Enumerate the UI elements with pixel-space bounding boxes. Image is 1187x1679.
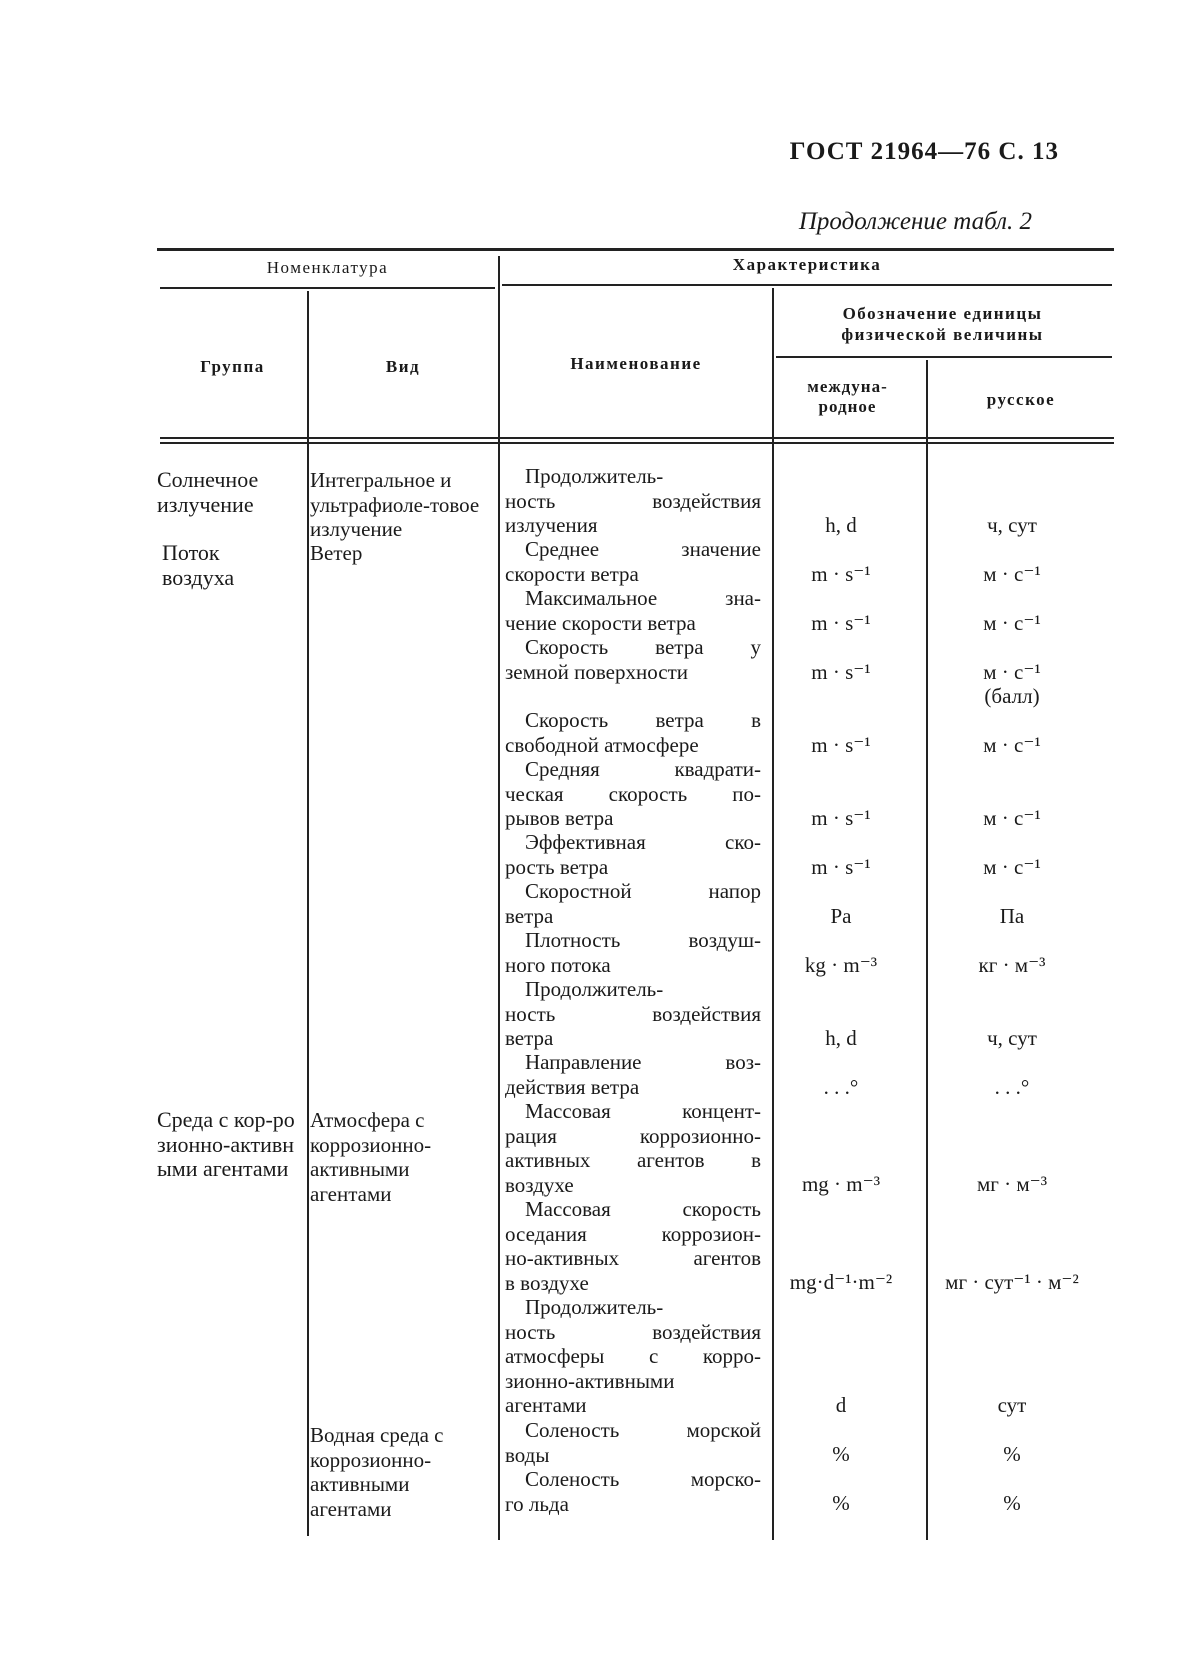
vid-wind: Ветер bbox=[310, 541, 363, 565]
table-continuation-label: Продолжение табл. 2 bbox=[798, 208, 1032, 235]
header-bottom-rule-2 bbox=[160, 442, 1114, 444]
unit-russian: % bbox=[1003, 1491, 1021, 1515]
unit-international: m · s⁻¹ bbox=[811, 562, 871, 586]
header-vid: Вид bbox=[385, 357, 421, 376]
nomenclature-underline bbox=[160, 287, 495, 289]
characteristic-name: Скоростной напор ветра bbox=[505, 879, 761, 928]
unit-international: . . .° bbox=[823, 1075, 859, 1099]
characteristic-name: Эффективная ско- рость ветра bbox=[505, 830, 761, 879]
unit-russian: м · с⁻¹ bbox=[983, 562, 1041, 586]
header-unit-designation: Обозначение единицы физической величины bbox=[841, 304, 1044, 344]
characteristic-name: Продолжитель- ность воздействия атмосферы с корро- зионно-активными агентами bbox=[505, 1295, 761, 1417]
group-corrosive-environment: Среда с кор-розионно-активными агентами bbox=[157, 1107, 295, 1181]
unit-international: Pa bbox=[830, 904, 852, 928]
unit-russian: сут bbox=[997, 1393, 1027, 1417]
page-header: ГОСТ 21964—76 С. 13 bbox=[789, 138, 1059, 165]
vid-integral-uv: Интегральное и ультрафиоле-товое излучение bbox=[310, 468, 480, 541]
column-divider-2 bbox=[498, 256, 500, 1540]
unit-international: m · s⁻¹ bbox=[811, 733, 871, 757]
unit-russian: м · с⁻¹ bbox=[983, 733, 1041, 757]
characteristic-name: Массовая концент- рация коррозионно- активных агентов в воздухе bbox=[505, 1099, 761, 1197]
header-characteristic: Характеристика bbox=[732, 255, 882, 274]
unit-international: m · s⁻¹ bbox=[811, 611, 871, 635]
unit-russian: ч, сут bbox=[987, 1026, 1037, 1050]
characteristic-name: Продолжитель- ность воздействия ветра bbox=[505, 977, 761, 1050]
characteristic-name: Направление воз- действия ветра bbox=[505, 1050, 761, 1099]
unit-russian: м · с⁻¹ bbox=[983, 855, 1041, 879]
vid-corrosive-atmosphere: Атмосфера с коррозионно-активными агентами bbox=[310, 1108, 432, 1206]
characteristic-name: Соленость морской воды bbox=[505, 1418, 761, 1467]
header-name: Наименование bbox=[570, 354, 702, 373]
unit-international: m · s⁻¹ bbox=[811, 806, 871, 830]
unit-international: % bbox=[832, 1442, 850, 1466]
header-nomenclature: Номенклатура bbox=[266, 258, 389, 277]
unit-russian: мг · сут⁻¹ · м⁻² bbox=[945, 1270, 1079, 1294]
unit-international: % bbox=[832, 1491, 850, 1515]
header-international: междуна-родное bbox=[807, 377, 888, 416]
unit-underline bbox=[776, 356, 1112, 358]
characteristic-underline bbox=[502, 284, 1112, 286]
unit-russian: % bbox=[1003, 1442, 1021, 1466]
unit-russian: м · с⁻¹ bbox=[983, 806, 1041, 830]
unit-international: mg · m⁻³ bbox=[801, 1172, 881, 1196]
unit-international: h, d bbox=[825, 1026, 857, 1050]
characteristic-name: Скорость ветра в свободной атмосфере bbox=[505, 708, 761, 757]
unit-russian: м · с⁻¹ bbox=[983, 660, 1041, 684]
characteristic-name: Скорость ветра у земной поверхности bbox=[505, 635, 761, 684]
vid-corrosive-water: Водная среда с коррозионно-активными агентами bbox=[310, 1423, 444, 1521]
characteristic-name: Максимальное зна- чение скорости ветра bbox=[505, 586, 761, 635]
unit-russian: м · с⁻¹ bbox=[983, 611, 1041, 635]
unit-russian: ч, сут bbox=[987, 513, 1037, 537]
header-group: Группа bbox=[200, 357, 265, 376]
table-top-rule bbox=[157, 248, 1114, 251]
characteristic-name: Соленость морско- го льда bbox=[505, 1467, 761, 1516]
characteristic-name: Продолжитель- ность воздействия излучения bbox=[505, 464, 761, 537]
column-divider-1 bbox=[307, 291, 309, 1536]
unit-international: m · s⁻¹ bbox=[811, 660, 871, 684]
unit-russian: Па bbox=[999, 904, 1025, 928]
group-solar-radiation: Солнечное излучение bbox=[157, 467, 259, 517]
unit-international: mg·d⁻¹·m⁻² bbox=[789, 1270, 893, 1294]
characteristic-name: Массовая скорость оседания коррозион- но-активных агентов в воздухе bbox=[505, 1197, 761, 1295]
unit-international: h, d bbox=[825, 513, 857, 537]
unit-russian: кг · м⁻³ bbox=[978, 953, 1046, 977]
unit-international: m · s⁻¹ bbox=[811, 855, 871, 879]
unit-international: d bbox=[835, 1393, 847, 1417]
header-russian: русское bbox=[986, 390, 1056, 409]
header-bottom-rule-1 bbox=[160, 437, 1114, 439]
unit-international: kg · m⁻³ bbox=[804, 953, 878, 977]
group-air-flow: Поток воздуха bbox=[162, 540, 235, 590]
unit-russian-extra: (балл) bbox=[984, 684, 1040, 708]
characteristic-name: Среднее значение скорости ветра bbox=[505, 537, 761, 586]
characteristic-name: Средняя квадрати- ческая скорость по- рывов ветра bbox=[505, 757, 761, 830]
unit-russian: мг · м⁻³ bbox=[976, 1172, 1048, 1196]
unit-russian: . . .° bbox=[994, 1075, 1030, 1099]
characteristic-name: Плотность воздуш- ного потока bbox=[505, 928, 761, 977]
